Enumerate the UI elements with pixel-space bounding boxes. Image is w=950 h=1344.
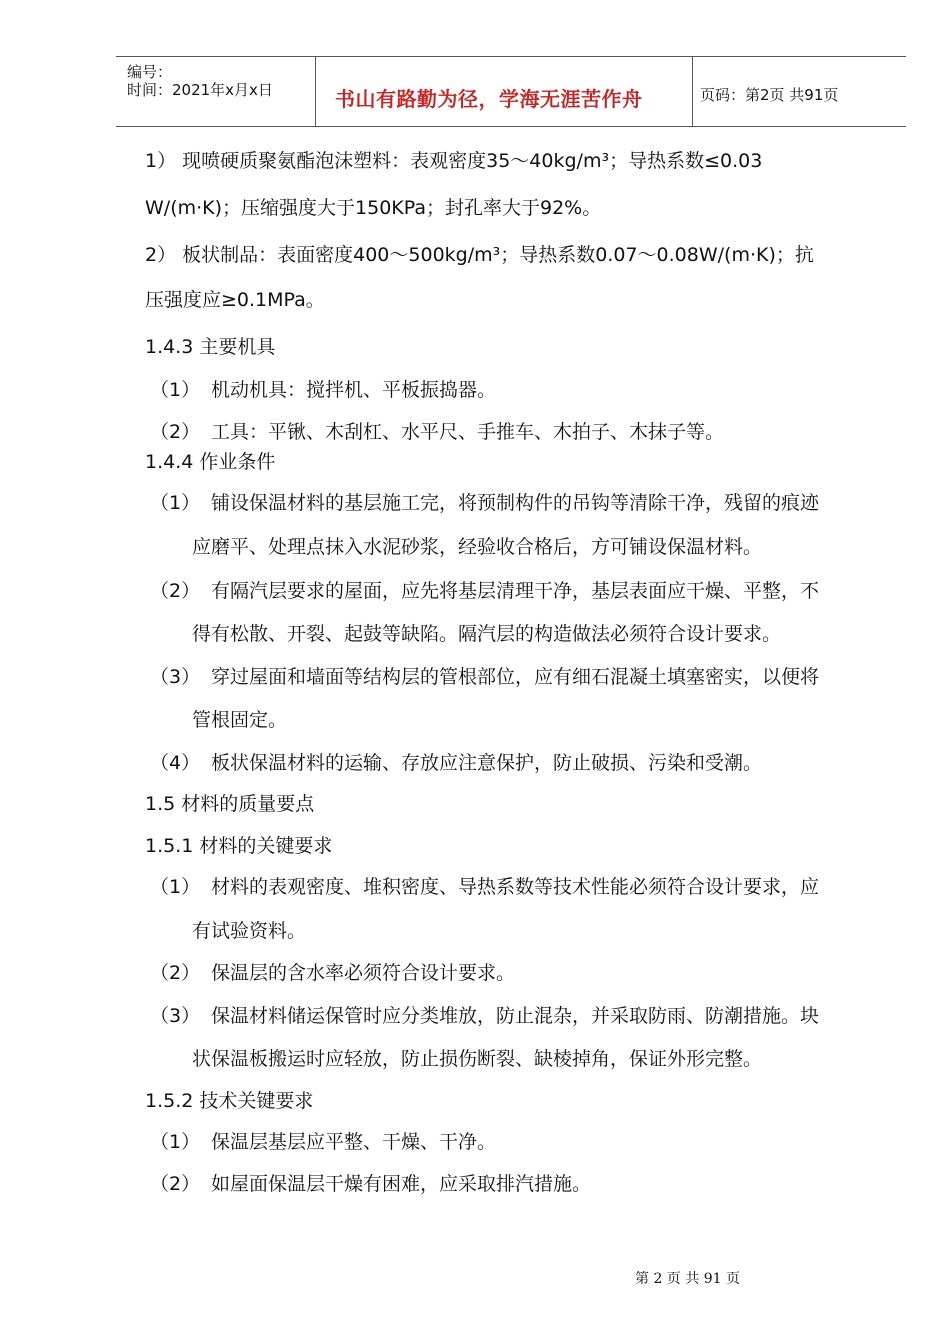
item-number: （4）: [150, 752, 201, 774]
para-line: 1） 现喷硬质聚氨酯泡沫塑料：表观密度35～40kg/m³；导热系数≤0.03: [145, 150, 763, 172]
list-item: 保温层的含水率必须符合设计要求。: [211, 962, 516, 984]
para-line: 压强度应≥0.1MPa。: [145, 289, 325, 311]
item-number: （1）: [150, 876, 201, 898]
header-page-cell: [693, 57, 906, 126]
item-number: （2）: [150, 421, 201, 443]
item-number: （1）: [150, 492, 201, 514]
list-item: 如屋面保温层干燥有困难，应采取排汽措施。: [211, 1173, 592, 1195]
list-item: 保温层基层应平整、干燥、干净。: [211, 1131, 497, 1153]
list-item: 机动机具：搅拌机、平板振捣器。: [211, 379, 497, 401]
page-header: [116, 56, 906, 127]
header-motto: 书山有路勤为径，学海无涯苦作舟: [335, 87, 643, 111]
item-number: （3）: [150, 666, 201, 688]
list-item: 材料的表观密度、堆积密度、导热系数等技术性能必须符合设计要求，应: [211, 876, 820, 898]
list-item-cont: 管根固定。: [192, 709, 288, 731]
section-heading: 1.5.2 技术关键要求: [145, 1090, 314, 1112]
page-footer: 第 2 页 共 91 页: [635, 1271, 740, 1287]
doc-time-label: 时间：2021年x月x日: [127, 81, 273, 99]
section-heading: 1.5 材料的质量要点: [145, 793, 315, 815]
para-line: 2） 板状制品：表面密度400～500kg/m³；导热系数0.07～0.08W/(m·K)；抗: [145, 244, 814, 266]
list-item-cont: 应磨平、处理点抹入水泥砂浆，经验收合格后，方可铺设保温材料。: [192, 536, 763, 558]
item-number: （2）: [150, 580, 201, 602]
para-line: W/(m·K)；压缩强度大于150KPa；封孔率大于92%。: [145, 197, 602, 219]
list-item: 工具：平锹、木刮杠、水平尺、手推车、木拍子、木抹子等。: [211, 421, 725, 443]
header-motto-cell: [316, 57, 693, 126]
list-item: 有隔汽层要求的屋面，应先将基层清理干净，基层表面应干燥、平整，不: [211, 580, 820, 602]
list-item: 穿过屋面和墙面等结构层的管根部位，应有细石混凝土填塞密实，以便将: [211, 666, 820, 688]
header-meta-cell: [116, 57, 316, 126]
list-item: 板状保温材料的运输、存放应注意保护，防止破损、污染和受潮。: [211, 752, 763, 774]
item-number: （2）: [150, 1173, 201, 1195]
doc-number-label: 编号：: [127, 63, 173, 81]
item-number: （1）: [150, 1131, 201, 1153]
item-number: （3）: [150, 1005, 201, 1027]
list-item-cont: 得有松散、开裂、起鼓等缺陷。隔汽层的构造做法必须符合设计要求。: [192, 623, 782, 645]
item-number: （2）: [150, 962, 201, 984]
list-item-cont: 状保温板搬运时应轻放，防止损伤断裂、缺棱掉角，保证外形完整。: [192, 1048, 763, 1070]
section-heading: 1.4.3 主要机具: [145, 336, 276, 358]
section-heading: 1.4.4 作业条件: [145, 451, 276, 473]
item-number: （1）: [150, 379, 201, 401]
section-heading: 1.5.1 材料的关键要求: [145, 835, 333, 857]
list-item: 保温材料储运保管时应分类堆放，防止混杂，并采取防雨、防潮措施。块: [211, 1005, 820, 1027]
list-item: 铺设保温材料的基层施工完，将预制构件的吊钩等清除干净，残留的痕迹: [211, 492, 820, 514]
list-item-cont: 有试验资料。: [192, 920, 307, 942]
header-page-info: 页码：第2页 共91页: [700, 86, 839, 104]
